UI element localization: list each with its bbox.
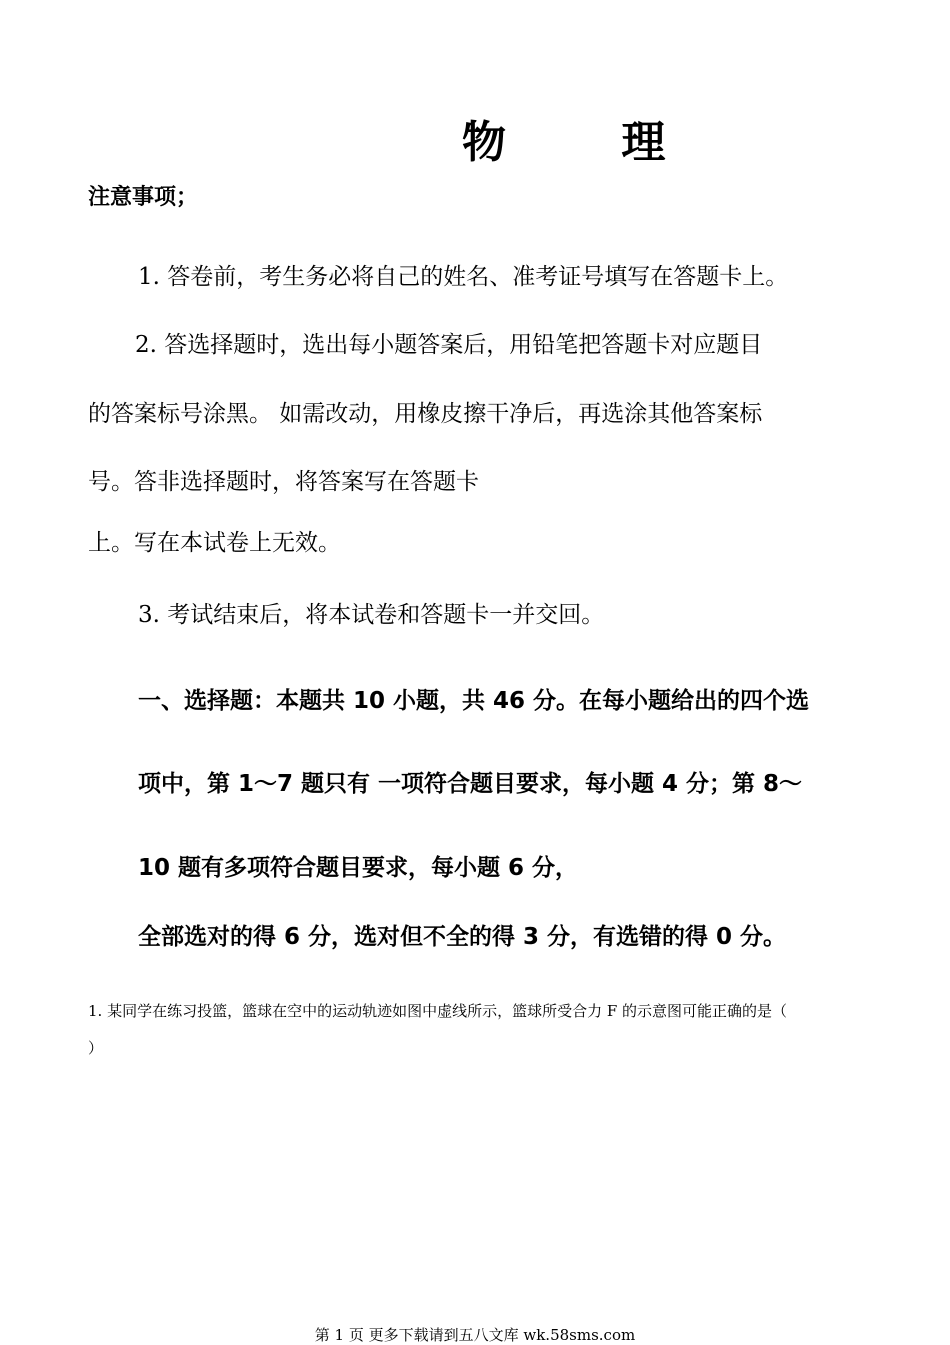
page-footer: 第 1 页 更多下载请到五八文库 wk.58sms.com	[314, 1326, 636, 1344]
notice-item-2-line-1: 2. 答选择题时，选出每小题答案后，用铅笔把答题卡对应题目	[135, 332, 763, 358]
question-1-line-2: ）	[88, 1039, 104, 1057]
notice-item-2-line-4: 上。写在本试卷上无效。	[88, 530, 341, 556]
notice-item-3: 3. 考试结束后，将本试卷和答题卡一并交回。	[138, 602, 605, 628]
notice-item-1: 1. 答卷前，考生务必将自己的姓名、准考证号填写在答题卡上。	[138, 264, 789, 290]
notice-item-2-line-3: 号。答非选择题时，将答案写在答题卡	[88, 469, 479, 495]
section-1-line-4: 全部选对的得 6 分，选对但不全的得 3 分，有选错的得 0 分。	[138, 924, 787, 950]
section-1-line-2: 项中，第 1～7 题只有 一项符合题目要求，每小题 4 分；第 8～	[138, 771, 803, 797]
section-1-line-3: 10 题有多项符合题目要求，每小题 6 分，	[138, 855, 579, 881]
notice-heading: 注意事项；	[88, 185, 199, 210]
notice-item-2-line-2: 的答案标号涂黑。 如需改动，用橡皮擦干净后，再选涂其他答案标	[88, 401, 763, 427]
question-1-line-1: 1. 某同学在练习投篮，篮球在空中的运动轨迹如图中虚线所示，篮球所受合力 F 的示意图可能正确的是（	[88, 1002, 788, 1020]
section-1-line-1: 一、选择题：本题共 10 小题，共 46 分。在每小题给出的四个选	[138, 688, 810, 714]
page-title: 物 理	[462, 117, 716, 168]
